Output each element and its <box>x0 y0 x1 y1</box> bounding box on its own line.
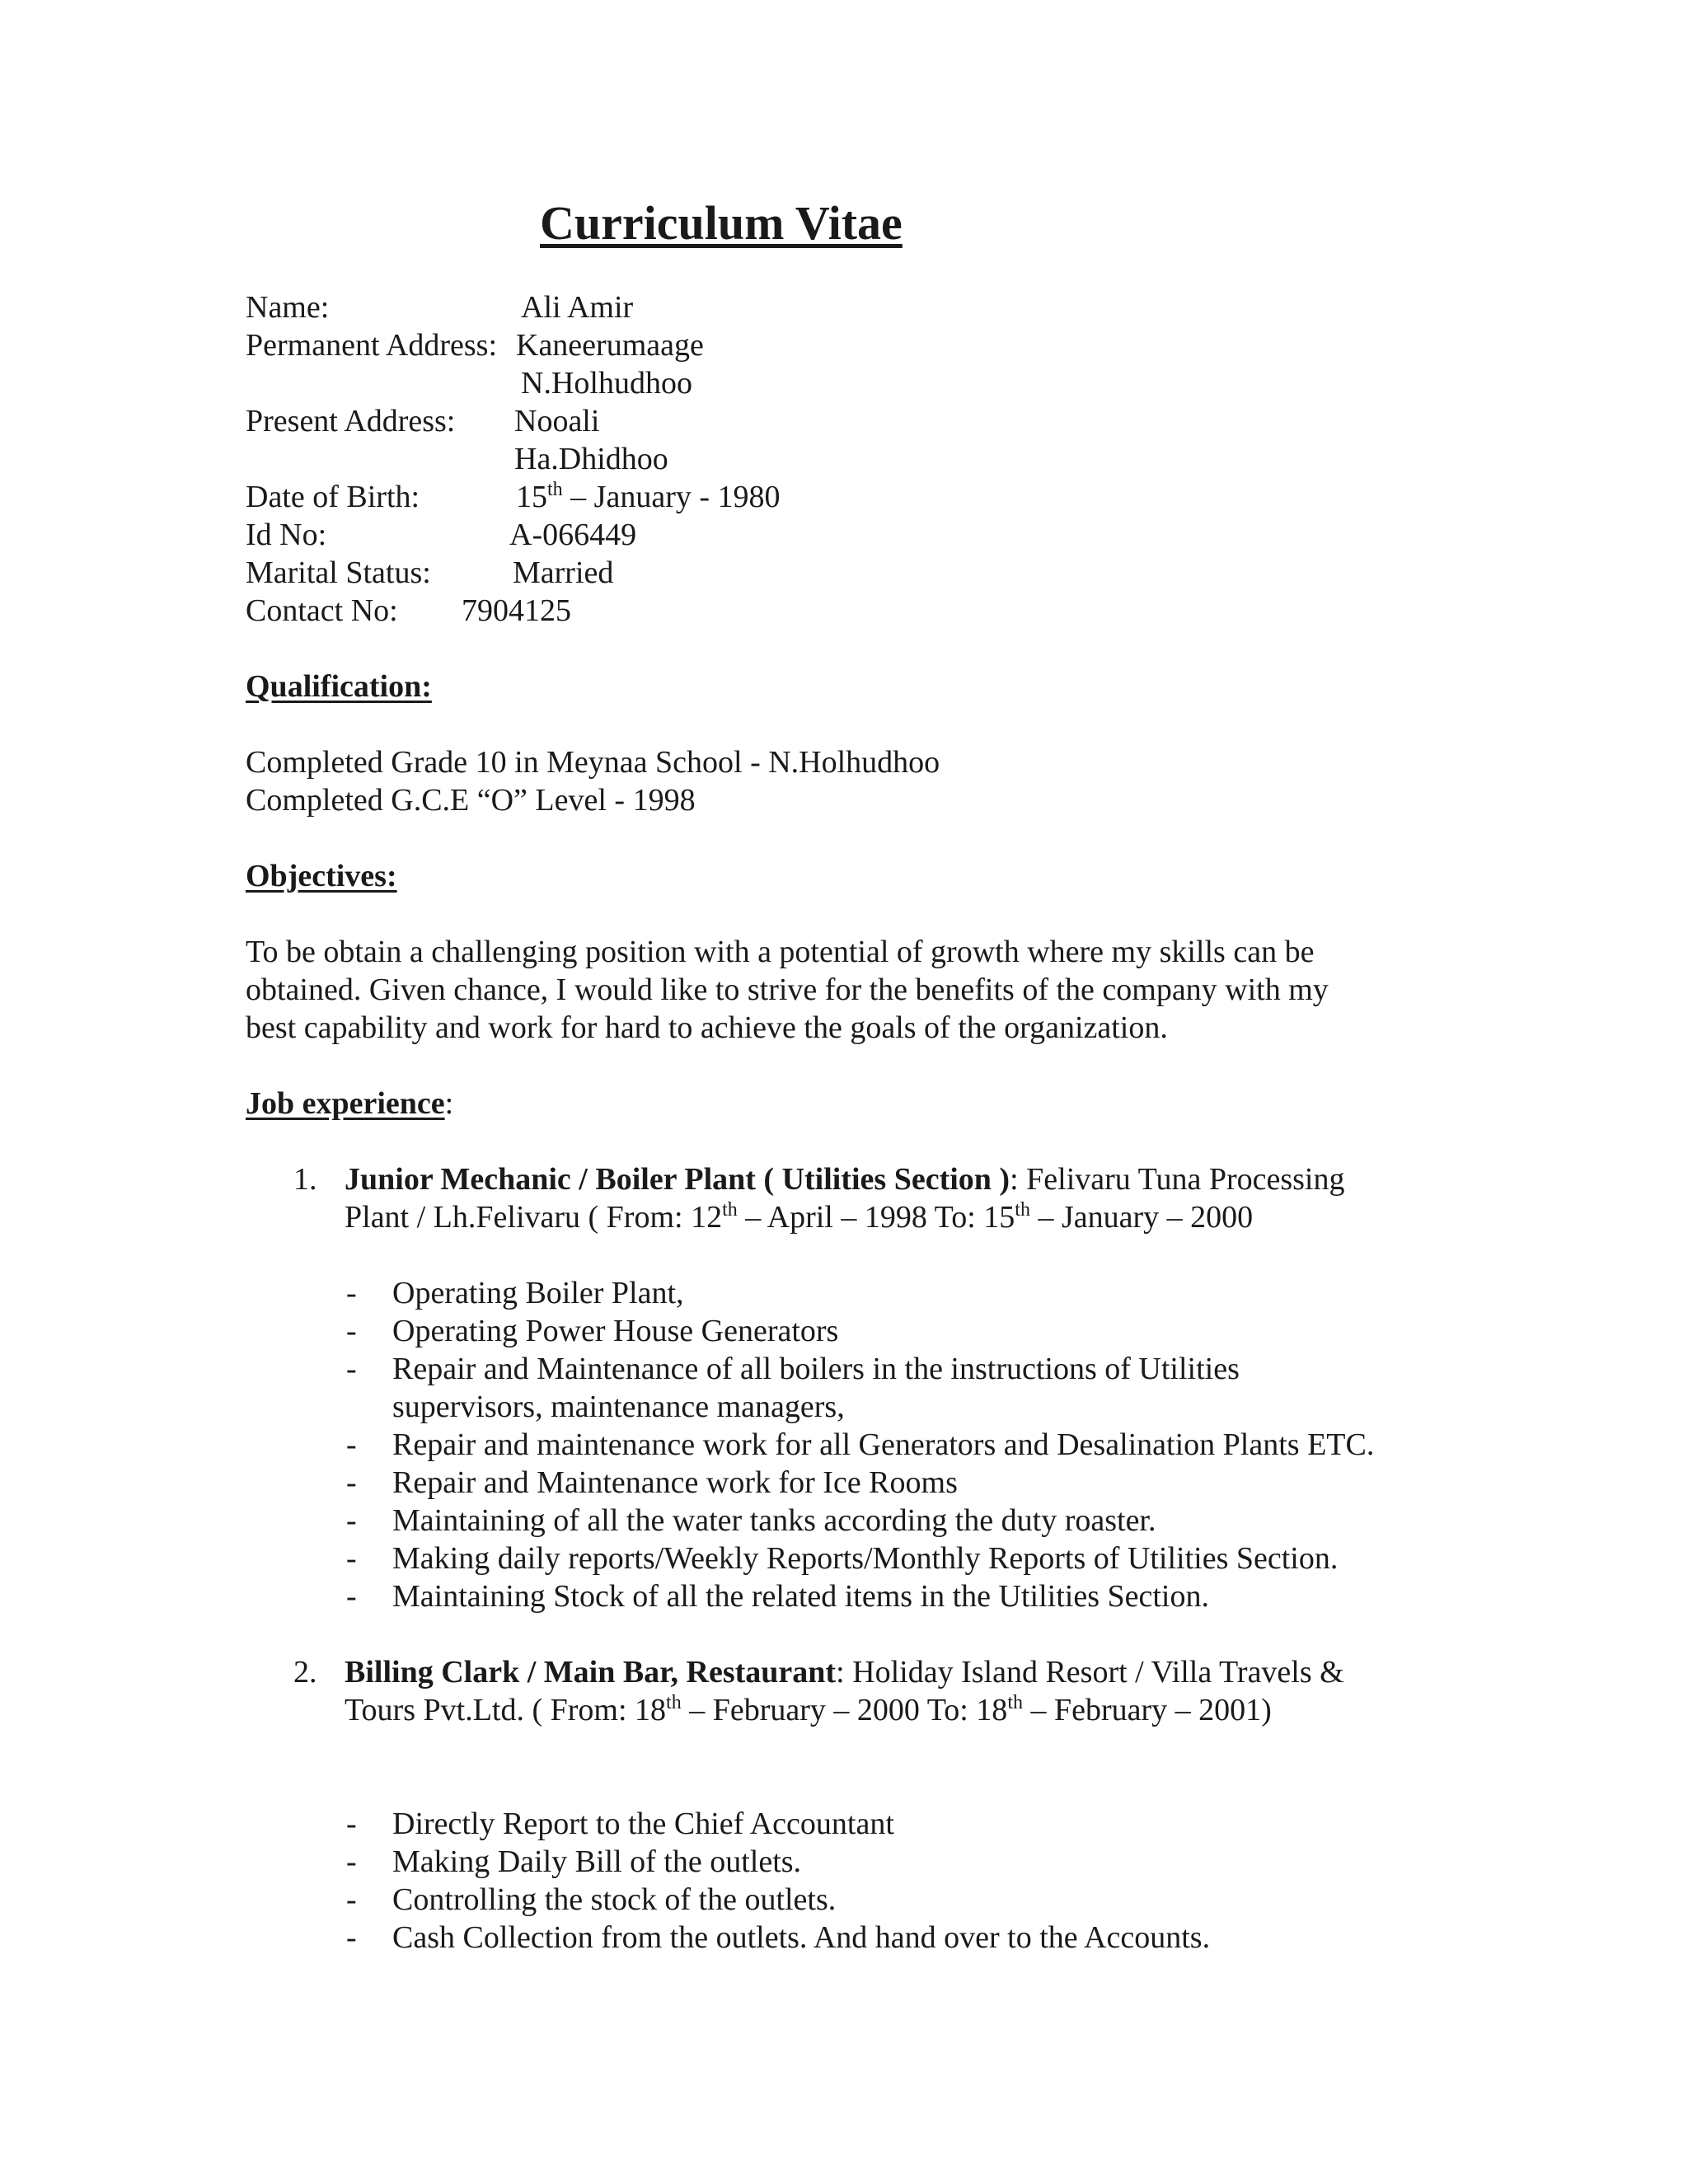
job-duty: Making daily reports/Weekly Reports/Monthly Reports of Utilities Section. <box>392 1541 1339 1576</box>
present-address-line2: Ha.Dhidhoo <box>514 442 668 476</box>
dob-label: Date of Birth: <box>246 480 420 514</box>
job-duty: Cash Collection from the outlets. And hand over to the Accounts. <box>392 1920 1211 1955</box>
job-duty: Directly Report to the Chief Accountant <box>392 1807 894 1841</box>
job-duty: Maintaining of all the water tanks according the duty roaster. <box>392 1503 1156 1538</box>
job-duty: Making Daily Bill of the outlets. <box>392 1844 802 1879</box>
name-label: Name: <box>246 290 330 325</box>
marital-status-value: Married <box>513 555 614 590</box>
bullet-dash: - <box>346 1882 357 1917</box>
job-duty: Controlling the stock of the outlets. <box>392 1882 837 1917</box>
contact-value: 7904125 <box>462 593 571 628</box>
job-duty: Maintaining Stock of all the related items in the Utilities Section. <box>392 1579 1209 1614</box>
bullet-dash: - <box>346 1920 357 1955</box>
present-address-line1: Nooali <box>514 404 600 438</box>
objectives-line: best capability and work for hard to achieve the goals of the organization. <box>246 1010 1168 1045</box>
job-duty-continued: supervisors, maintenance managers, <box>392 1390 845 1424</box>
job-number: 2. <box>293 1655 317 1690</box>
job-title-line: Billing Clark / Main Bar, Restaurant: Holiday Island Resort / Villa Travels & <box>345 1655 1344 1690</box>
permanent-address-line1: Kaneerumaage <box>516 328 704 363</box>
bullet-dash: - <box>346 1465 357 1500</box>
bullet-dash: - <box>346 1314 357 1348</box>
job-duty: Repair and maintenance work for all Generators and Desalination Plants ETC. <box>392 1427 1375 1462</box>
bullet-dash: - <box>346 1276 357 1310</box>
contact-label: Contact No: <box>246 593 398 628</box>
job-duty: Operating Boiler Plant, <box>392 1276 684 1310</box>
qualification-item: Completed Grade 10 in Meynaa School - N.Holhudhoo <box>246 745 940 780</box>
dob-value: 15th – January - 1980 <box>516 479 781 514</box>
experience-heading: Job experience: <box>246 1086 454 1121</box>
bullet-dash: - <box>346 1579 357 1614</box>
objectives-line: obtained. Given chance, I would like to strive for the benefits of the company with my <box>246 972 1329 1007</box>
bullet-dash: - <box>346 1427 357 1462</box>
objectives-line: To be obtain a challenging position with a potential of growth where my skills can be <box>246 935 1315 969</box>
bullet-dash: - <box>346 1352 357 1386</box>
job-title-line: Junior Mechanic / Boiler Plant ( Utilities Section ): Felivaru Tuna Processing <box>345 1162 1345 1197</box>
bullet-dash: - <box>346 1844 357 1879</box>
bullet-dash: - <box>346 1807 357 1841</box>
permanent-address-line2: N.Holhudhoo <box>521 366 692 401</box>
objectives-heading: Objectives: <box>246 859 397 893</box>
bullet-dash: - <box>346 1541 357 1576</box>
job-duty: Operating Power House Generators <box>392 1314 839 1348</box>
job-number: 1. <box>293 1162 317 1197</box>
job-title: Billing Clark / Main Bar, Restaurant <box>345 1655 837 1690</box>
job-dates-line: Plant / Lh.Felivaru ( From: 12th – April – 1998 To: 15th – January – 2000 <box>345 1199 1254 1235</box>
id-label: Id No: <box>246 518 327 552</box>
job-duty: Repair and Maintenance of all boilers in the instructions of Utilities <box>392 1352 1240 1386</box>
bullet-dash: - <box>346 1503 357 1538</box>
page-title: Curriculum Vitae <box>540 196 903 250</box>
job-dates-line: Tours Pvt.Ltd. ( From: 18th – February – 2000 To: 18th – February – 2001) <box>345 1692 1272 1727</box>
qualification-heading: Qualification: <box>246 669 432 704</box>
id-value: A-066449 <box>509 518 637 552</box>
qualification-item: Completed G.C.E “O” Level - 1998 <box>246 783 696 818</box>
job-duty: Repair and Maintenance work for Ice Rooms <box>392 1465 958 1500</box>
name-value: Ali Amir <box>521 290 634 325</box>
marital-status-label: Marital Status: <box>246 555 431 590</box>
present-address-label: Present Address: <box>246 404 456 438</box>
job-title: Junior Mechanic / Boiler Plant ( Utilities Section ) <box>345 1162 1010 1197</box>
permanent-address-label: Permanent Address: <box>246 328 498 363</box>
